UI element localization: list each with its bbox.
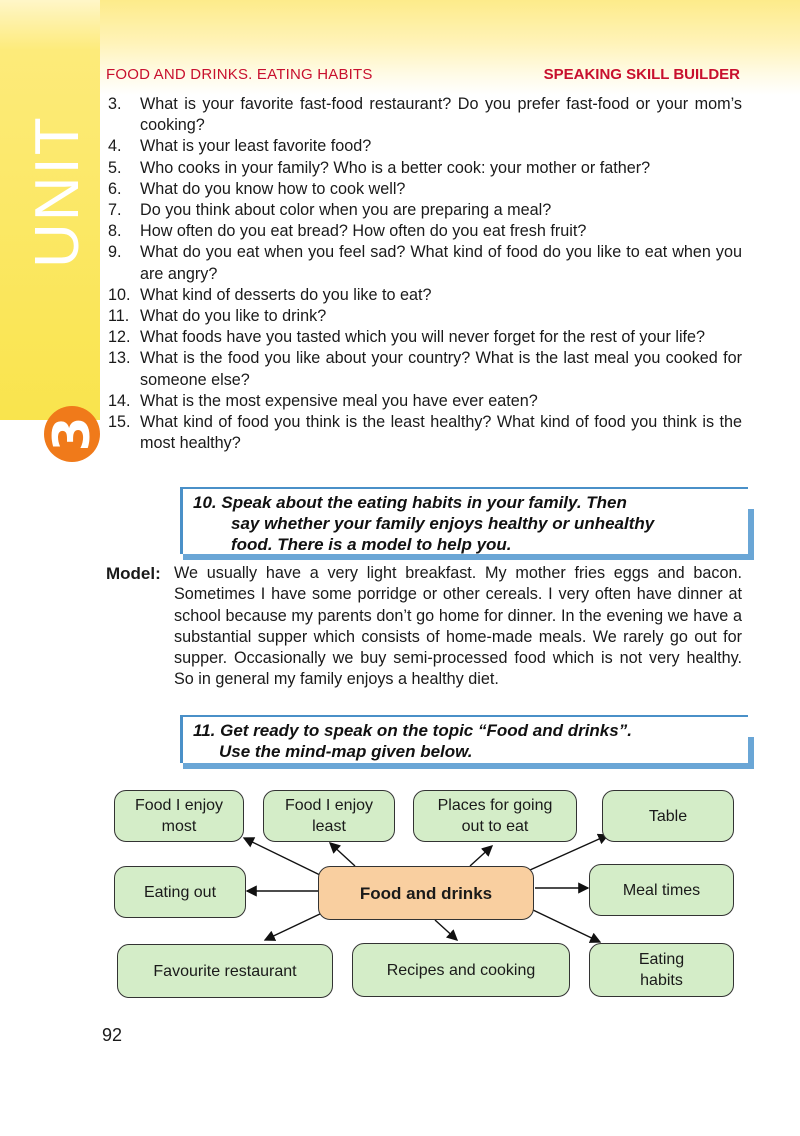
model-label: Model: xyxy=(106,564,161,583)
question-text: What do you know how to cook well? xyxy=(140,179,406,198)
mindmap-meal-times: Meal times xyxy=(589,864,734,916)
question-text: What foods have you tasted which you will never forget for the rest of your life? xyxy=(140,328,706,347)
mindmap-recipes: Recipes and cooking xyxy=(352,943,570,997)
task-10-line-1: 10. Speak about the eating habits in your family. Then xyxy=(193,493,627,512)
arrow-to-food-most xyxy=(244,838,320,875)
question-number: 15. xyxy=(108,413,131,432)
question-number: 13. xyxy=(108,349,131,368)
task-10-line-2: say whether your family enjoys healthy or unhealthy xyxy=(231,514,655,533)
question-number: 14. xyxy=(108,391,131,410)
model-text: We usually have a very light breakfast. My mother fries eggs and bacon. Sometimes I have some porridge or other cereals. I very often have dinner at school because my parents don’t go home for dinner. In the evening we have a substantial supper which consists of home-made meals. We rarely go out for supper. Occasionally we buy semi-processed food which is not very healthy. So in general my family enjoys a healthy diet. xyxy=(174,564,742,689)
chapter-title: FOOD AND DRINKS. EATING HABITS xyxy=(106,66,373,83)
question-text: What is the food you like about your country? What is the last meal you cooked for someone else? xyxy=(140,349,742,389)
question-number: 12. xyxy=(108,328,131,347)
page-number: 92 xyxy=(102,1025,123,1045)
question-text: Who cooks in your family? Who is a better cook: your mother or father? xyxy=(140,158,651,177)
question-text: What is the most expensive meal you have ever eaten? xyxy=(140,391,538,410)
question-text: What do you like to drink? xyxy=(140,307,327,326)
question-text: How often do you eat bread? How often do you eat fresh fruit? xyxy=(140,222,587,241)
question-text: What do you eat when you feel sad? What kind of food do you like to eat when you are angry? xyxy=(140,243,742,283)
task-11-line-2: Use the mind-map given below. xyxy=(219,742,473,761)
unit-label: UNIT xyxy=(23,115,92,268)
question-number: 3. xyxy=(108,95,122,113)
arrow-to-eating-habits xyxy=(533,910,600,942)
section-title: SPEAKING SKILL BUILDER xyxy=(543,66,740,83)
mindmap-food-enjoy-most: Food I enjoy most xyxy=(114,790,244,842)
question-number: 9. xyxy=(108,243,122,262)
mindmap-center: Food and drinks xyxy=(318,866,534,920)
mindmap-eating-out: Eating out xyxy=(114,866,246,918)
task-10-line-3: food. There is a model to help you. xyxy=(231,535,512,554)
task-11-line-1: 11. Get ready to speak on the topic “Food and drinks”. xyxy=(193,721,632,740)
mindmap-table: Table xyxy=(602,790,734,842)
arrow-to-favourite xyxy=(265,913,322,940)
question-number: 7. xyxy=(108,201,122,220)
mindmap-favourite-restaurant: Favourite restaurant xyxy=(117,944,333,998)
arrow-to-places xyxy=(470,846,492,866)
mindmap-places: Places for going out to eat xyxy=(413,790,577,842)
question-number: 4. xyxy=(108,137,122,156)
question-number: 10. xyxy=(108,285,131,304)
question-number: 11. xyxy=(108,307,130,326)
unit-number-badge: 3 xyxy=(44,406,100,462)
question-text: What kind of desserts do you like to eat? xyxy=(140,285,432,304)
arrow-to-food-least xyxy=(330,843,355,866)
question-number: 6. xyxy=(108,179,122,198)
question-text: What is your favorite fast-food restaurant? Do you prefer fast-food or your mom’s cooking? xyxy=(140,95,742,135)
arrow-to-recipes xyxy=(435,920,457,940)
question-number: 8. xyxy=(108,222,122,241)
question-text: What is your least favorite food? xyxy=(140,137,372,156)
question-number: 5. xyxy=(108,158,122,177)
mindmap-eating-habits: Eating habits xyxy=(589,943,734,997)
question-text: What kind of food you think is the least healthy? What kind of food you think is the most healthy? xyxy=(140,413,742,453)
question-text: Do you think about color when you are preparing a meal? xyxy=(140,201,552,220)
mindmap-food-enjoy-least: Food I enjoy least xyxy=(263,790,395,842)
